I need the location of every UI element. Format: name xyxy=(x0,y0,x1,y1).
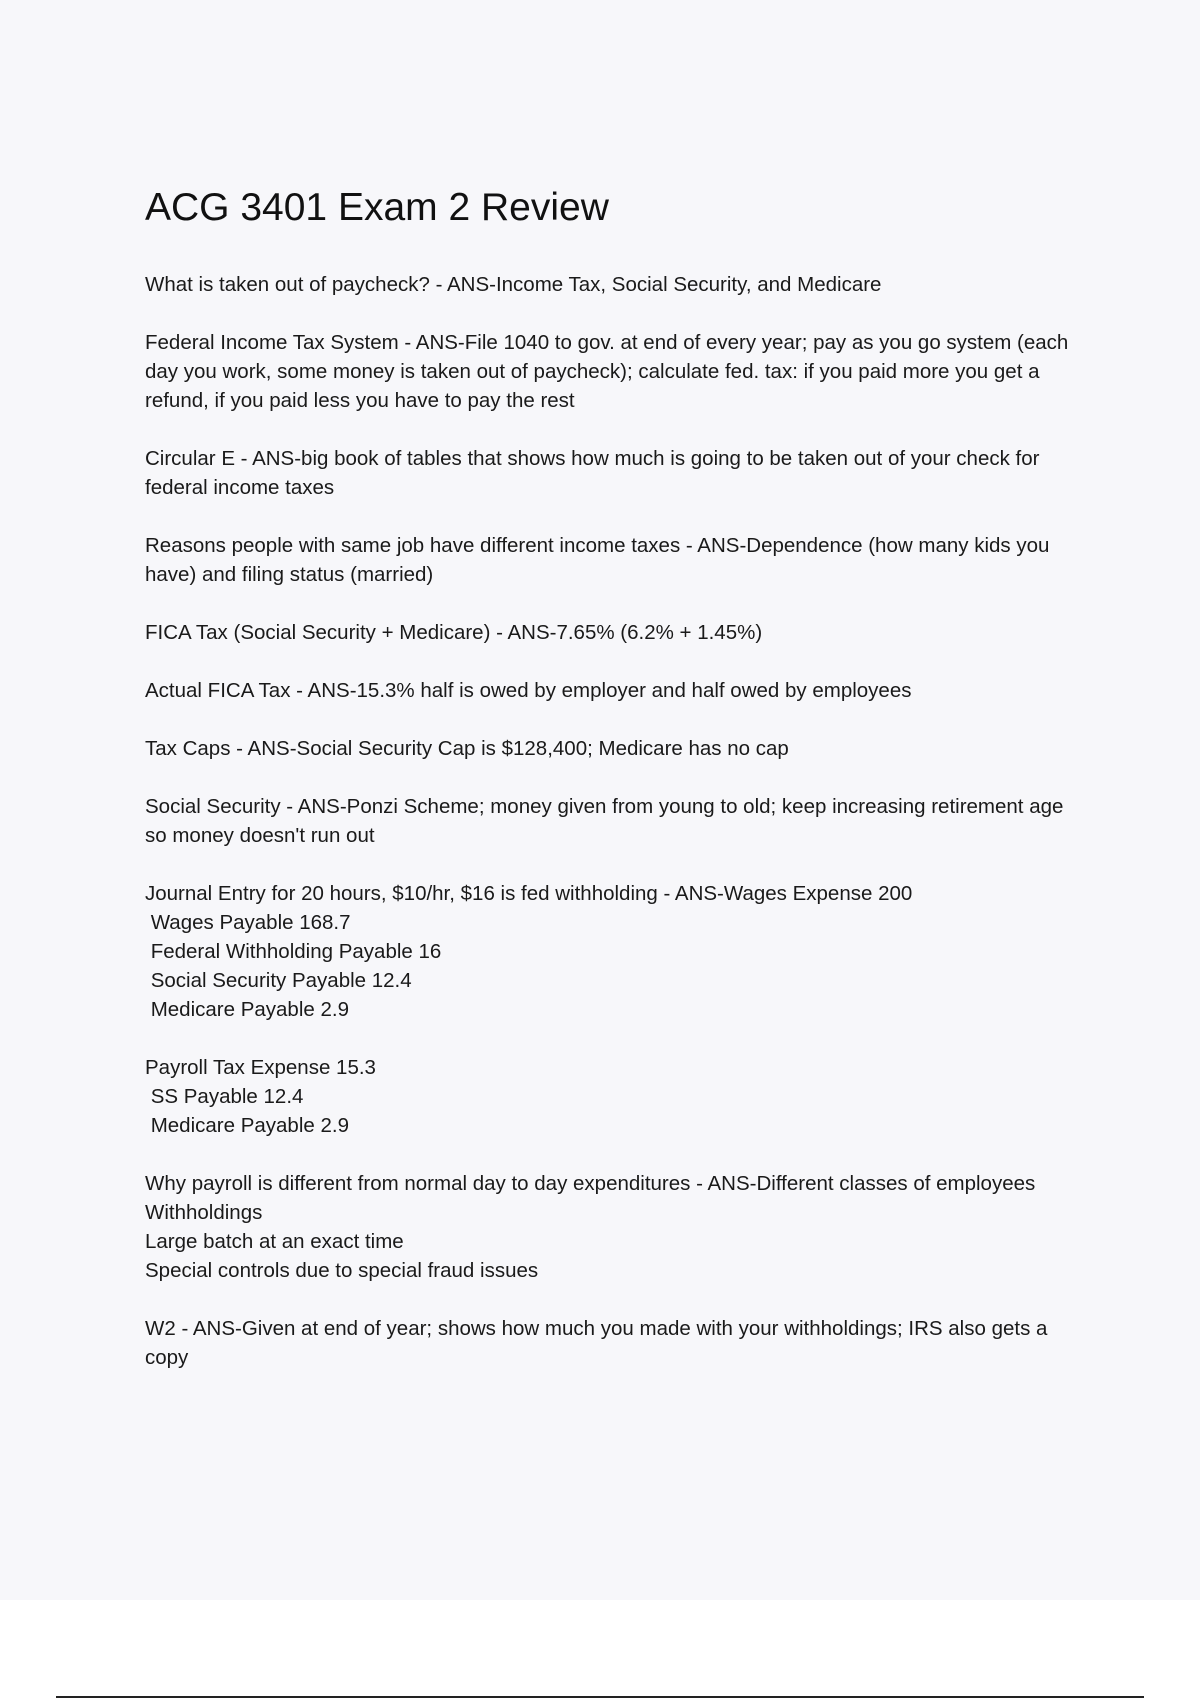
qa-line: What is taken out of paycheck? - ANS-Income Tax, Social Security, and Medicare xyxy=(145,273,882,296)
qa-item xyxy=(145,618,1090,647)
qa-item xyxy=(145,792,1090,850)
document-title: ACG 3401 Exam 2 Review xyxy=(145,186,609,229)
qa-line: FICA Tax (Social Security + Medicare) - ANS-7.65% (6.2% + 1.45%) xyxy=(145,621,763,644)
page-divider xyxy=(56,1696,1144,1698)
qa-line: Medicare Payable 2.9 xyxy=(145,998,349,1021)
qa-line: Federal Withholding Payable 16 xyxy=(145,940,442,963)
qa-line: Reasons people with same job have different income taxes - ANS-Dependence (how many kids you have) and filing status (married) xyxy=(145,534,1056,586)
document-body xyxy=(145,182,1090,1401)
qa-item xyxy=(145,879,1090,1024)
qa-item xyxy=(145,270,1090,299)
qa-line: Journal Entry for 20 hours, $10/hr, $16 is fed withholding - ANS-Wages Expense 200 xyxy=(145,882,913,905)
qa-item xyxy=(145,676,1090,705)
qa-line: Tax Caps - ANS-Social Security Cap is $128,400; Medicare has no cap xyxy=(145,737,789,760)
qa-item xyxy=(145,328,1090,415)
qa-line: Why payroll is different from normal day to day expenditures - ANS-Different classes of employees xyxy=(145,1172,1036,1195)
qa-line: Actual FICA Tax - ANS-15.3% half is owed by employer and half owed by employees xyxy=(145,679,912,702)
qa-line: Special controls due to special fraud issues xyxy=(145,1259,539,1282)
qa-item xyxy=(145,444,1090,502)
qa-line: Payroll Tax Expense 15.3 xyxy=(145,1056,376,1079)
qa-line: W2 - ANS-Given at end of year; shows how much you made with your withholdings; IRS also gets a copy xyxy=(145,1317,1054,1369)
qa-line: Circular E - ANS-big book of tables that shows how much is going to be taken out of your check for federal income taxes xyxy=(145,447,1046,499)
qa-item xyxy=(145,531,1090,589)
qa-line: Wages Payable 168.7 xyxy=(145,911,351,934)
qa-item xyxy=(145,1314,1090,1372)
qa-line: SS Payable 12.4 xyxy=(145,1085,304,1108)
qa-item xyxy=(145,734,1090,763)
qa-line: Social Security Payable 12.4 xyxy=(145,969,412,992)
qa-line: Large batch at an exact time xyxy=(145,1230,404,1253)
qa-line: Federal Income Tax System - ANS-File 1040 to gov. at end of every year; pay as you go system (each day you work, some money is taken out of paycheck); calculate fed. tax: if you paid more you get a refund, if you paid less you have to pay the rest xyxy=(145,331,1075,412)
qa-item xyxy=(145,1053,1090,1140)
qa-line: Medicare Payable 2.9 xyxy=(145,1114,349,1137)
qa-item xyxy=(145,1169,1090,1285)
qa-line: Social Security - ANS-Ponzi Scheme; money given from young to old; keep increasing retirement age so money doesn't run out xyxy=(145,795,1070,847)
qa-list xyxy=(145,270,1090,1372)
qa-line: Withholdings xyxy=(145,1201,263,1224)
